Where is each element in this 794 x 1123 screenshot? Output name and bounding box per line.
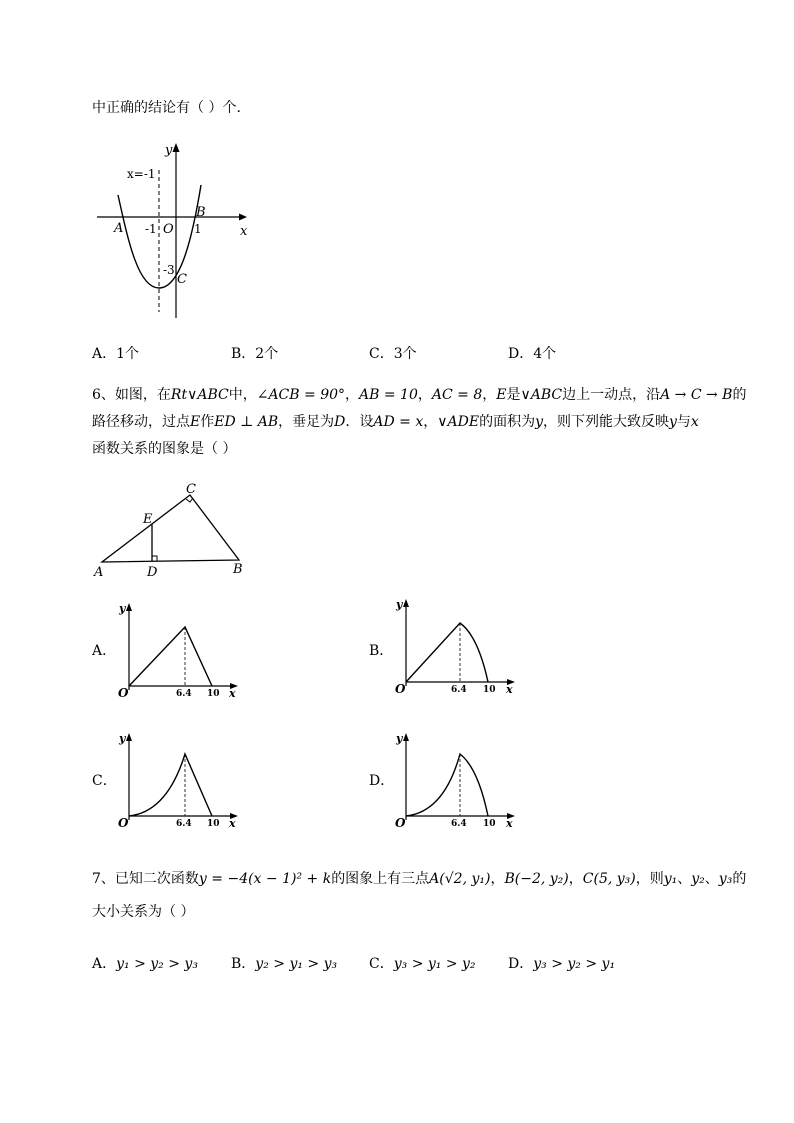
- q5-parabola-figure: [92, 140, 262, 320]
- q6-triangle-figure: [92, 482, 262, 582]
- q7-option-c: [369, 957, 476, 971]
- q5-option-d: D．4个: [508, 346, 557, 362]
- q6-graph-b: [392, 596, 522, 696]
- graph-curve: [129, 627, 212, 686]
- origin-label: O: [118, 686, 129, 700]
- q6-text: 路径移动，过点: [92, 414, 190, 430]
- q6-text: ，: [423, 414, 438, 430]
- right-angle-D-icon: [152, 556, 157, 561]
- x-label: x: [229, 687, 236, 700]
- q6-math: AD = x: [373, 414, 424, 430]
- q7-option-a: [92, 957, 198, 971]
- option-letter: D．: [508, 956, 534, 972]
- q6-math: x: [690, 414, 699, 430]
- q6-math: ∠ACB = 90°: [256, 387, 346, 403]
- tick-10-label: 10: [483, 819, 496, 829]
- vertex-C-label: C: [186, 482, 196, 497]
- q6-stem-line-2: [92, 415, 699, 429]
- origin-label: O: [163, 222, 174, 237]
- q7-text: 7、已知二次函数: [92, 871, 199, 887]
- option-expr: y₃ > y₂ > y₁: [533, 956, 616, 972]
- q7-math: y = −4(x − 1)² + k: [198, 871, 332, 887]
- q5-option-a: A．1个: [92, 346, 140, 362]
- q6-math: ∨ABC: [520, 387, 563, 403]
- q7-text: 的图象上有三点: [331, 871, 430, 887]
- q6-option-b-letter: B．: [369, 643, 394, 659]
- q7-option-d: [508, 957, 615, 971]
- q6-math: y: [535, 414, 543, 430]
- q6-math: y: [669, 414, 677, 430]
- y-axis-arrow-icon: [126, 603, 132, 611]
- y-axis-arrow-icon: [126, 733, 132, 741]
- right-angle-C-icon: [186, 498, 193, 502]
- y-axis-label: y: [165, 143, 173, 158]
- q6-graph-a: [115, 600, 245, 700]
- tick-neg3-label: -3: [163, 263, 175, 277]
- triangle-ABC: [102, 495, 239, 562]
- tick-10-label: 10: [207, 689, 220, 699]
- q5-stem-tail: 中正确的结论有（ ）个.: [92, 100, 241, 116]
- x-axis-arrow-icon: [239, 214, 247, 221]
- vertex-B-label: B: [233, 562, 243, 577]
- option-expr: y₃ > y₁ > y₂: [393, 956, 476, 972]
- q7-math: y₃: [718, 871, 733, 887]
- q7-text: 、: [677, 871, 692, 887]
- q6-stem-line-3: 函数关系的图象是（ ）: [92, 441, 237, 457]
- point-A-label: A: [114, 221, 124, 236]
- graph-curve: [129, 754, 212, 816]
- point-C-label: C: [177, 272, 187, 287]
- q7-option-b: [231, 957, 337, 971]
- q7-math: C(5, y₃): [582, 871, 636, 887]
- q6-text: ，则下列能大致反映: [543, 414, 669, 430]
- option-letter: A．: [92, 956, 117, 972]
- tick-10-label: 10: [483, 685, 496, 695]
- q6-text: 是: [506, 387, 521, 403]
- q6-math: ED ⊥ AB: [214, 414, 279, 430]
- q6-option-c-letter: C．: [92, 773, 117, 789]
- q6-math: A → C → B: [660, 387, 733, 403]
- origin-label: O: [395, 682, 406, 696]
- q6-text: ，: [482, 387, 497, 403]
- tick-6-4-label: 6.4: [451, 819, 467, 829]
- q6-text: ，: [417, 387, 432, 403]
- q7-stem-line-1: [92, 872, 746, 886]
- q5-option-b: B．2个: [231, 346, 279, 362]
- q6-text: 与: [676, 414, 691, 430]
- q6-text: ．设: [345, 414, 374, 430]
- y-axis-arrow-icon: [173, 143, 180, 152]
- q6-text: 边上一动点，沿: [562, 387, 661, 403]
- tick-neg1-label: -1: [145, 222, 157, 236]
- q7-math: y₁: [663, 871, 678, 887]
- q6-math: AC = 8: [431, 387, 483, 403]
- q7-math: y₂: [691, 871, 705, 887]
- q7-text: ，: [490, 871, 505, 887]
- q6-math: E: [190, 414, 201, 430]
- q5-option-c: C．3个: [369, 346, 417, 362]
- origin-label: O: [395, 816, 406, 830]
- q6-text: ，垂足为: [278, 414, 335, 430]
- y-label: y: [119, 732, 126, 745]
- symmetry-line-label: x=-1: [127, 167, 156, 181]
- q7-text: 、: [704, 871, 719, 887]
- tick-6-4-label: 6.4: [176, 689, 192, 699]
- q6-math: D: [334, 414, 346, 430]
- q6-math: ∨ADE: [437, 414, 480, 430]
- option-expr: y₂ > y₁ > y₃: [255, 956, 338, 972]
- x-label: x: [506, 817, 513, 830]
- q6-text: 作: [200, 414, 215, 430]
- q7-math: A(√2, y₁): [429, 871, 491, 887]
- q6-graph-d: [392, 730, 522, 830]
- q6-option-d-letter: D．: [369, 773, 395, 789]
- point-D-label: D: [147, 565, 158, 580]
- q6-text: 的面积为: [479, 414, 536, 430]
- origin-label: O: [118, 816, 129, 830]
- graph-curve: [406, 623, 488, 682]
- graph-curve: [406, 754, 488, 816]
- vertex-A-label: A: [94, 565, 104, 580]
- q7-text: 的: [732, 871, 747, 887]
- q6-math: AB = 10: [359, 387, 418, 403]
- q6-math: Rt∨ABC: [170, 387, 229, 403]
- q6-option-a-letter: A．: [92, 643, 117, 659]
- q7-stem-line-2: 大小关系为（ ）: [92, 904, 195, 920]
- point-B-label: B: [196, 205, 206, 220]
- option-letter: B．: [231, 956, 256, 972]
- y-label: y: [119, 602, 126, 615]
- q7-text: ，则: [635, 871, 664, 887]
- q6-text: ，: [345, 387, 360, 403]
- y-axis-arrow-icon: [403, 733, 409, 741]
- q7-math: B(−2, y₂): [504, 871, 569, 887]
- x-label: x: [506, 683, 513, 696]
- option-expr: y₁ > y₂ > y₃: [116, 956, 198, 972]
- y-label: y: [396, 598, 403, 611]
- y-label: y: [396, 732, 403, 745]
- q6-text: 的: [732, 387, 747, 403]
- tick-6-4-label: 6.4: [451, 685, 467, 695]
- x-axis-label: x: [240, 224, 248, 239]
- tick-1-label: 1: [194, 222, 202, 236]
- q6-text: 6、如图，在: [92, 387, 171, 403]
- tick-10-label: 10: [207, 819, 220, 829]
- x-label: x: [229, 817, 236, 830]
- q6-math: E: [496, 387, 507, 403]
- q6-text: 中，: [228, 387, 257, 403]
- q7-text: ，: [568, 871, 583, 887]
- q6-graph-c: [115, 730, 245, 830]
- option-letter: C．: [369, 956, 394, 972]
- y-axis-arrow-icon: [403, 599, 409, 607]
- q6-stem-line-1: [92, 388, 746, 402]
- tick-6-4-label: 6.4: [176, 819, 192, 829]
- point-E-label: E: [143, 512, 153, 527]
